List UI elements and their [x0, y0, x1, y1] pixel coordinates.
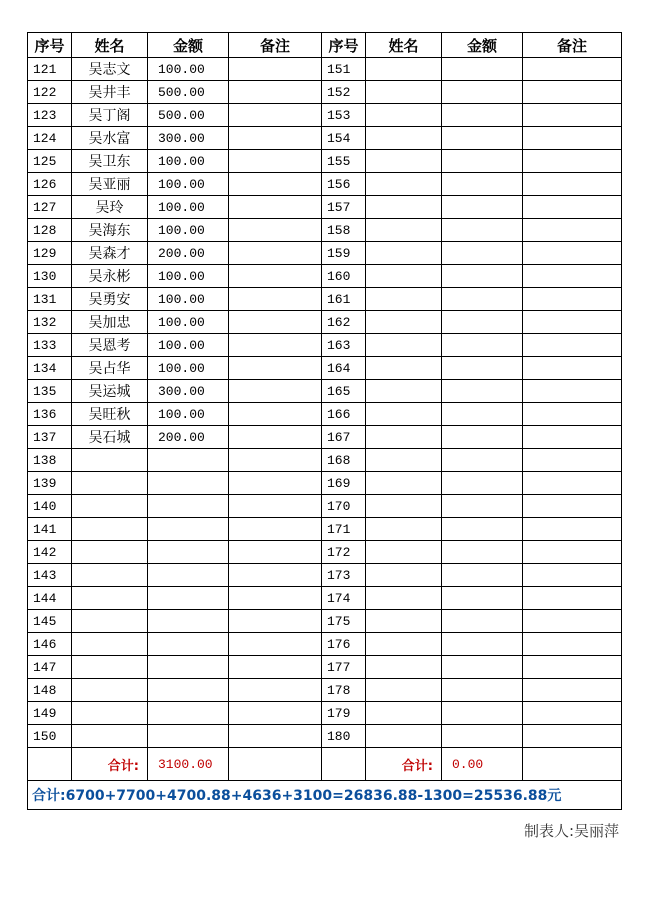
row-no-right: 172 [322, 541, 366, 564]
row-note-left [229, 219, 322, 242]
row-amount-right [442, 334, 523, 357]
row-name-right [366, 380, 442, 403]
row-note-left [229, 150, 322, 173]
row-no-right: 167 [322, 426, 366, 449]
row-note-left [229, 173, 322, 196]
row-no-left: 127 [28, 196, 72, 219]
row-no-right: 177 [322, 656, 366, 679]
row-name-left: 吴石城 [72, 426, 148, 449]
subtotal-left-no-cell [28, 748, 72, 781]
table-row [28, 219, 622, 242]
row-name-left [72, 725, 148, 748]
row-no-left: 131 [28, 288, 72, 311]
row-note-left [229, 380, 322, 403]
row-note-right [523, 587, 622, 610]
row-name-right [366, 702, 442, 725]
row-no-right: 155 [322, 150, 366, 173]
ledger-body [28, 58, 622, 748]
table-row [28, 311, 622, 334]
table-row [28, 633, 622, 656]
table-row [28, 679, 622, 702]
row-amount-left: 100.00 [148, 173, 229, 196]
row-no-left: 133 [28, 334, 72, 357]
row-name-left [72, 541, 148, 564]
row-name-right [366, 656, 442, 679]
row-note-left [229, 656, 322, 679]
row-note-left [229, 679, 322, 702]
row-name-left: 吴井丰 [72, 81, 148, 104]
row-amount-left: 100.00 [148, 334, 229, 357]
row-note-right [523, 196, 622, 219]
header-amount-left: 金额 [148, 33, 229, 58]
row-amount-left [148, 541, 229, 564]
subtotal-left-label: 合计: [72, 748, 148, 781]
row-amount-left [148, 587, 229, 610]
row-amount-left: 100.00 [148, 150, 229, 173]
row-note-right [523, 265, 622, 288]
row-amount-right [442, 58, 523, 81]
row-note-left [229, 265, 322, 288]
table-row [28, 334, 622, 357]
row-no-left: 125 [28, 150, 72, 173]
table-row [28, 265, 622, 288]
header-row [28, 33, 622, 58]
row-no-right: 166 [322, 403, 366, 426]
row-note-left [229, 587, 322, 610]
row-amount-right [442, 541, 523, 564]
header-note-left: 备注 [229, 33, 322, 58]
row-amount-right [442, 679, 523, 702]
row-amount-right [442, 656, 523, 679]
row-note-left [229, 725, 322, 748]
row-name-right [366, 58, 442, 81]
row-name-right [366, 587, 442, 610]
row-amount-left: 100.00 [148, 403, 229, 426]
row-amount-left [148, 564, 229, 587]
row-no-right: 171 [322, 518, 366, 541]
row-note-right [523, 242, 622, 265]
row-amount-right [442, 564, 523, 587]
row-no-right: 180 [322, 725, 366, 748]
header-amount-right: 金额 [442, 33, 523, 58]
row-amount-right [442, 403, 523, 426]
subtotal-right-no-cell [322, 748, 366, 781]
row-note-left [229, 564, 322, 587]
row-amount-right [442, 265, 523, 288]
table-maker-label: 制表人:吴丽萍 [523, 822, 619, 840]
row-amount-left: 300.00 [148, 127, 229, 150]
row-no-right: 160 [322, 265, 366, 288]
row-note-left [229, 288, 322, 311]
row-name-left: 吴勇安 [72, 288, 148, 311]
row-note-left [229, 242, 322, 265]
row-amount-left: 100.00 [148, 288, 229, 311]
row-amount-right [442, 380, 523, 403]
table-row [28, 196, 622, 219]
row-name-left: 吴卫东 [72, 150, 148, 173]
row-name-left: 吴运城 [72, 380, 148, 403]
row-name-right [366, 541, 442, 564]
row-no-left: 138 [28, 449, 72, 472]
table-row [28, 541, 622, 564]
row-no-left: 132 [28, 311, 72, 334]
row-amount-right [442, 196, 523, 219]
row-name-right [366, 265, 442, 288]
row-no-left: 149 [28, 702, 72, 725]
row-name-left [72, 679, 148, 702]
row-amount-right [442, 288, 523, 311]
row-name-left: 吴海东 [72, 219, 148, 242]
row-amount-right [442, 633, 523, 656]
row-no-left: 137 [28, 426, 72, 449]
row-name-left: 吴志文 [72, 58, 148, 81]
row-note-right [523, 633, 622, 656]
row-note-right [523, 380, 622, 403]
subtotal-row [28, 748, 622, 781]
header-no-left: 序号 [28, 33, 72, 58]
row-name-right [366, 403, 442, 426]
row-note-right [523, 219, 622, 242]
row-amount-right [442, 702, 523, 725]
row-name-right [366, 449, 442, 472]
row-amount-right [442, 472, 523, 495]
row-amount-left [148, 518, 229, 541]
row-note-left [229, 403, 322, 426]
row-name-right [366, 242, 442, 265]
row-name-left [72, 610, 148, 633]
row-note-right [523, 495, 622, 518]
row-no-left: 150 [28, 725, 72, 748]
row-amount-left: 500.00 [148, 104, 229, 127]
row-name-left: 吴占华 [72, 357, 148, 380]
donation-ledger-sheet [27, 32, 621, 810]
row-name-right [366, 633, 442, 656]
row-no-right: 173 [322, 564, 366, 587]
row-no-right: 153 [322, 104, 366, 127]
row-no-right: 164 [322, 357, 366, 380]
row-name-left: 吴恩考 [72, 334, 148, 357]
row-name-left [72, 472, 148, 495]
row-note-right [523, 288, 622, 311]
subtotal-right-note-cell [523, 748, 622, 781]
row-amount-right [442, 725, 523, 748]
grand-total-row [28, 781, 622, 810]
table-row [28, 81, 622, 104]
table-row [28, 380, 622, 403]
row-amount-left: 100.00 [148, 265, 229, 288]
header-name-left: 姓名 [72, 33, 148, 58]
row-name-left: 吴永彬 [72, 265, 148, 288]
row-name-right [366, 104, 442, 127]
subtotal-right-value: 0.00 [442, 748, 523, 781]
row-amount-left: 100.00 [148, 357, 229, 380]
table-row [28, 127, 622, 150]
row-note-right [523, 564, 622, 587]
row-note-left [229, 127, 322, 150]
table-row [28, 472, 622, 495]
row-name-left [72, 633, 148, 656]
row-amount-left [148, 610, 229, 633]
row-amount-left: 100.00 [148, 196, 229, 219]
row-name-left: 吴加忠 [72, 311, 148, 334]
row-no-left: 144 [28, 587, 72, 610]
row-note-right [523, 656, 622, 679]
row-no-left: 122 [28, 81, 72, 104]
table-row [28, 518, 622, 541]
row-no-right: 162 [322, 311, 366, 334]
row-note-right [523, 472, 622, 495]
row-amount-left: 100.00 [148, 219, 229, 242]
row-no-left: 143 [28, 564, 72, 587]
row-note-left [229, 58, 322, 81]
row-amount-left [148, 679, 229, 702]
row-no-right: 157 [322, 196, 366, 219]
row-name-left: 吴丁阁 [72, 104, 148, 127]
row-note-right [523, 150, 622, 173]
row-amount-left [148, 633, 229, 656]
row-amount-left [148, 702, 229, 725]
row-name-right [366, 127, 442, 150]
row-name-left [72, 495, 148, 518]
table-row [28, 702, 622, 725]
row-name-right [366, 518, 442, 541]
row-no-left: 139 [28, 472, 72, 495]
row-no-left: 142 [28, 541, 72, 564]
row-note-right [523, 357, 622, 380]
subtotal-left-note-cell [229, 748, 322, 781]
row-note-left [229, 518, 322, 541]
row-note-right [523, 426, 622, 449]
table-row [28, 564, 622, 587]
row-note-right [523, 679, 622, 702]
table-row [28, 242, 622, 265]
row-note-left [229, 541, 322, 564]
row-note-left [229, 357, 322, 380]
row-no-right: 168 [322, 449, 366, 472]
row-name-right [366, 150, 442, 173]
row-no-left: 123 [28, 104, 72, 127]
row-name-left [72, 449, 148, 472]
ledger-table [27, 32, 622, 810]
row-amount-right [442, 242, 523, 265]
table-row [28, 150, 622, 173]
row-note-right [523, 518, 622, 541]
row-note-left [229, 196, 322, 219]
row-no-right: 151 [322, 58, 366, 81]
row-name-right [366, 334, 442, 357]
row-no-right: 159 [322, 242, 366, 265]
row-note-left [229, 702, 322, 725]
row-note-right [523, 403, 622, 426]
row-name-right [366, 173, 442, 196]
row-no-right: 176 [322, 633, 366, 656]
row-no-right: 178 [322, 679, 366, 702]
row-amount-left [148, 725, 229, 748]
row-no-left: 145 [28, 610, 72, 633]
table-row [28, 173, 622, 196]
row-name-right [366, 564, 442, 587]
row-note-left [229, 610, 322, 633]
row-no-right: 154 [322, 127, 366, 150]
row-name-left [72, 702, 148, 725]
row-note-right [523, 541, 622, 564]
row-name-right [366, 81, 442, 104]
row-amount-left: 200.00 [148, 242, 229, 265]
row-no-left: 121 [28, 58, 72, 81]
row-amount-right [442, 127, 523, 150]
row-amount-right [442, 587, 523, 610]
table-row [28, 587, 622, 610]
row-name-right [366, 357, 442, 380]
header-no-right: 序号 [322, 33, 366, 58]
table-row [28, 725, 622, 748]
row-note-right [523, 173, 622, 196]
row-note-left [229, 495, 322, 518]
row-name-right [366, 472, 442, 495]
row-name-left [72, 587, 148, 610]
row-note-left [229, 426, 322, 449]
row-no-left: 146 [28, 633, 72, 656]
row-no-left: 141 [28, 518, 72, 541]
row-note-left [229, 81, 322, 104]
row-name-left: 吴玲 [72, 196, 148, 219]
table-row [28, 426, 622, 449]
row-amount-right [442, 104, 523, 127]
row-name-left: 吴水富 [72, 127, 148, 150]
row-note-left [229, 449, 322, 472]
row-amount-right [442, 610, 523, 633]
row-no-right: 156 [322, 173, 366, 196]
row-no-left: 147 [28, 656, 72, 679]
row-note-right [523, 104, 622, 127]
row-note-right [523, 610, 622, 633]
table-row [28, 495, 622, 518]
row-name-right [366, 610, 442, 633]
table-row [28, 403, 622, 426]
row-amount-left: 300.00 [148, 380, 229, 403]
row-note-right [523, 449, 622, 472]
row-amount-right [442, 449, 523, 472]
row-no-right: 170 [322, 495, 366, 518]
row-amount-right [442, 311, 523, 334]
row-amount-right [442, 150, 523, 173]
row-amount-right [442, 219, 523, 242]
row-note-right [523, 311, 622, 334]
row-note-right [523, 58, 622, 81]
row-note-left [229, 472, 322, 495]
row-name-right [366, 311, 442, 334]
row-name-right [366, 426, 442, 449]
row-name-left: 吴亚丽 [72, 173, 148, 196]
row-no-right: 161 [322, 288, 366, 311]
row-no-right: 179 [322, 702, 366, 725]
row-no-left: 134 [28, 357, 72, 380]
row-name-left: 吴旺秋 [72, 403, 148, 426]
row-amount-left: 100.00 [148, 311, 229, 334]
row-amount-left: 100.00 [148, 58, 229, 81]
table-row [28, 656, 622, 679]
row-amount-right [442, 426, 523, 449]
row-amount-left: 200.00 [148, 426, 229, 449]
row-no-left: 124 [28, 127, 72, 150]
row-name-right [366, 196, 442, 219]
row-no-left: 130 [28, 265, 72, 288]
row-amount-right [442, 81, 523, 104]
table-row [28, 449, 622, 472]
table-row [28, 58, 622, 81]
row-name-right [366, 495, 442, 518]
row-amount-left: 500.00 [148, 81, 229, 104]
subtotal-right-label: 合计: [366, 748, 442, 781]
row-no-left: 140 [28, 495, 72, 518]
row-note-right [523, 81, 622, 104]
row-amount-right [442, 495, 523, 518]
row-name-right [366, 725, 442, 748]
table-row [28, 610, 622, 633]
row-amount-left [148, 449, 229, 472]
row-no-left: 135 [28, 380, 72, 403]
row-note-right [523, 334, 622, 357]
row-name-left [72, 564, 148, 587]
table-row [28, 357, 622, 380]
header-note-right: 备注 [523, 33, 622, 58]
row-amount-right [442, 357, 523, 380]
row-no-left: 136 [28, 403, 72, 426]
row-no-left: 148 [28, 679, 72, 702]
row-amount-left [148, 472, 229, 495]
row-no-left: 128 [28, 219, 72, 242]
row-no-right: 175 [322, 610, 366, 633]
header-name-right: 姓名 [366, 33, 442, 58]
row-amount-right [442, 518, 523, 541]
row-note-left [229, 311, 322, 334]
row-note-right [523, 127, 622, 150]
row-no-right: 158 [322, 219, 366, 242]
row-note-left [229, 104, 322, 127]
table-row [28, 104, 622, 127]
row-name-right [366, 288, 442, 311]
row-no-left: 129 [28, 242, 72, 265]
row-name-right [366, 219, 442, 242]
row-amount-left [148, 656, 229, 679]
row-no-right: 174 [322, 587, 366, 610]
row-no-left: 126 [28, 173, 72, 196]
row-note-left [229, 633, 322, 656]
row-name-left [72, 656, 148, 679]
row-name-left [72, 518, 148, 541]
row-amount-left [148, 495, 229, 518]
subtotal-left-value: 3100.00 [148, 748, 229, 781]
row-no-right: 163 [322, 334, 366, 357]
row-amount-right [442, 173, 523, 196]
row-no-right: 152 [322, 81, 366, 104]
row-no-right: 169 [322, 472, 366, 495]
row-no-right: 165 [322, 380, 366, 403]
table-row [28, 288, 622, 311]
grand-total-text: 合计:6700+7700+4700.88+4636+3100=26836.88-1300=25536.88元 [28, 781, 622, 810]
row-note-right [523, 725, 622, 748]
row-note-right [523, 702, 622, 725]
row-note-left [229, 334, 322, 357]
row-name-left: 吴森才 [72, 242, 148, 265]
row-name-right [366, 679, 442, 702]
